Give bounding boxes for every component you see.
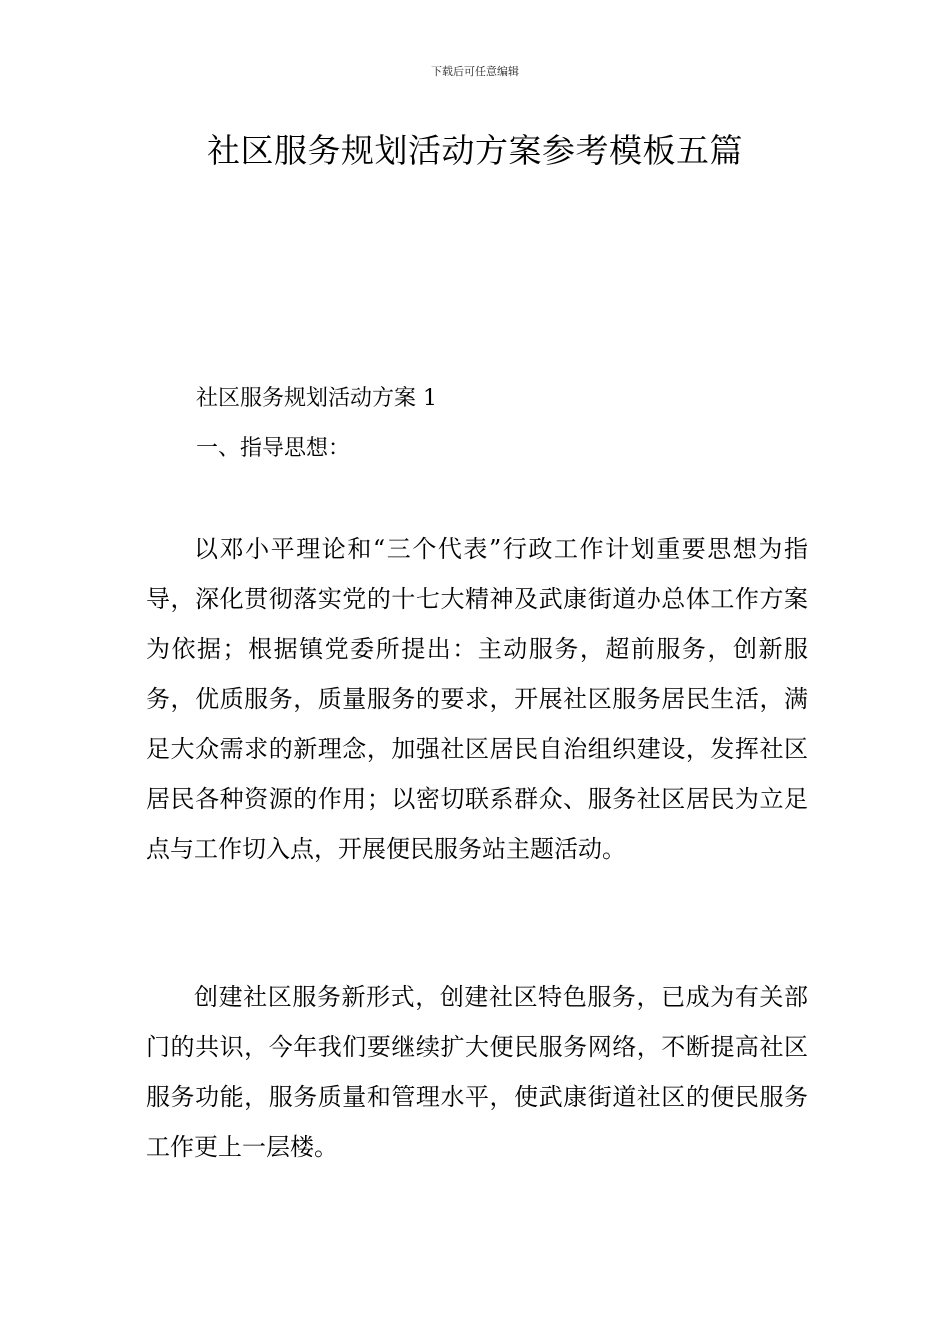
document-title: 社区服务规划活动方案参考模板五篇 <box>207 131 743 170</box>
body-paragraph-2: 创建社区服务新形式，创建社区特色服务，已成为有关部门的共识，今年我们要继续扩大便民服务网络，不断提高社区服务功能，服务质量和管理水平，使武康街道社区的便民服务工作更上一层楼。 <box>146 983 808 1161</box>
body-paragraph-1: 以邓小平理论和“三个代表”行政工作计划重要思想为指导，深化贯彻落实党的十七大精神及武康街道办总体工作方案为依据；根据镇党委所提出：主动服务，超前服务，创新服务，优质服务，质量服务的要求，开展社区服务居民生活，满足大众需求的新理念，加强社区居民自治组织建设，发挥社区居民各种资源的作用；以密切联系群众、服务社区居民为立足点与工作切入点，开展便民服务站主题活动。 <box>146 535 808 863</box>
section-heading: 社区服务规划活动方案 1 <box>196 386 437 411</box>
download-note: 下载后可任意编辑 <box>431 65 519 78</box>
subsection-heading: 一、指导思想： <box>196 436 351 461</box>
